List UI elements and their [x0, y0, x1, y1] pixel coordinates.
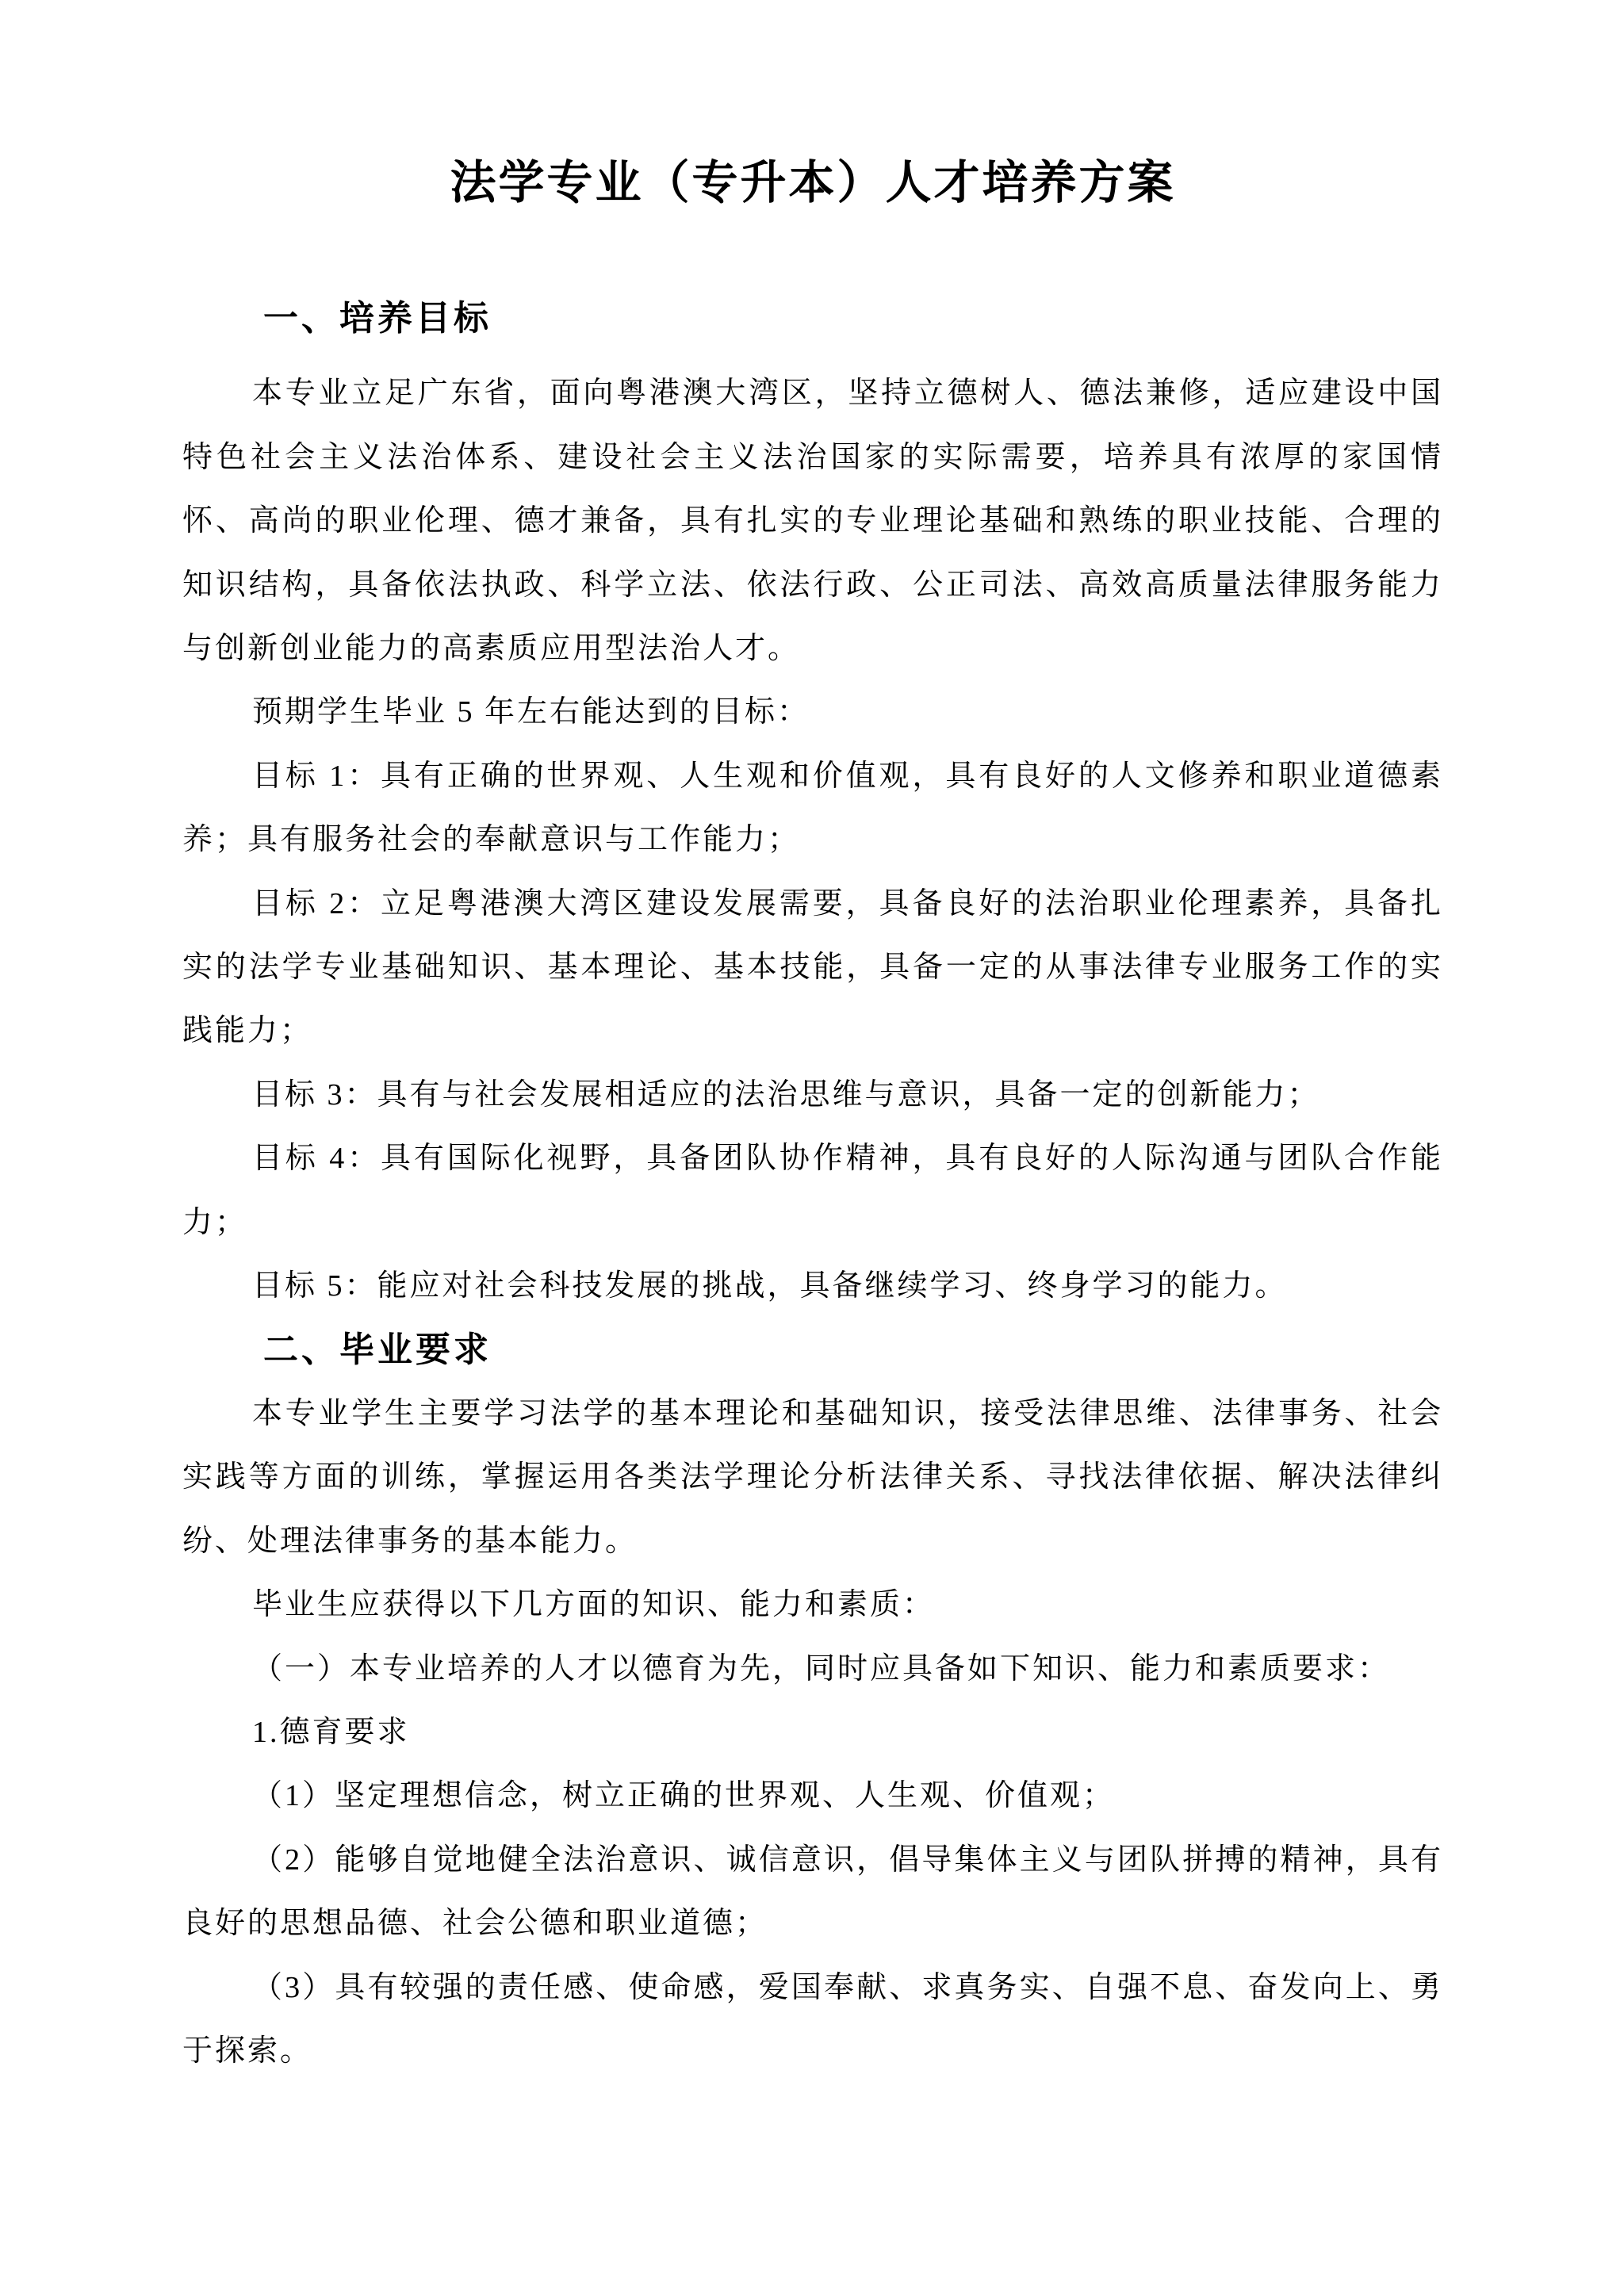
paragraph: 目标 3：具有与社会发展相适应的法治思维与意识，具备一定的创新能力； [252, 1077, 1320, 1112]
paragraph: 目标 4：具有国际化视野，具备团队协作精神，具有良好的人际沟通与团队合作能力； [182, 1142, 1443, 1239]
paragraph: 目标 2：立足粤港澳大湾区建设发展需要，具备良好的法治职业伦理素养，具备扎实的法学专业基础知识、基本理论、基本技能，具备一定的从事法律专业服务工作的实践能力； [182, 886, 1443, 1048]
paragraph: 1.德育要求 [252, 1715, 410, 1749]
paragraph: 目标 5：能应对社会科技发展的挑战，具备继续学习、终身学习的能力。 [252, 1269, 1288, 1303]
paragraph: 本专业立足广东省，面向粤港澳大湾区，坚持立德树人、德法兼修，适应建设中国特色社会主义法治体系、建设社会主义法治国家的实际需要，培养具有浓厚的家国情怀、高尚的职业伦理、德才兼备，具有扎实的专业理论基础和熟练的职业技能、合理的知识结构，具备依法执政、科学立法、依法行政、公正司法、高效高质量法律服务能力与创新创业能力的高素质应用型法治人才。 [182, 377, 1443, 666]
paragraph: （1）坚定理想信念，树立正确的世界观、人生观、价值观； [252, 1779, 1116, 1813]
paragraph: 本专业学生主要学习法学的基本理论和基础知识，接受法律思维、法律事务、社会实践等方面的训练，掌握运用各类法学理论分析法律关系、寻找法律依据、解决法律纠纷、处理法律事务的基本能力。 [182, 1396, 1443, 1558]
paragraph: 目标 1：具有正确的世界观、人生观和价值观，具有良好的人文修养和职业道德素养；具有服务社会的奉献意识与工作能力； [182, 759, 1443, 857]
section-training-goals [182, 287, 1443, 1318]
paragraph: 预期学生毕业 5 年左右能达到的目标： [252, 695, 810, 729]
section-2-heading: 二、毕业要求 [263, 1330, 492, 1369]
document-title: 法学专业（专升本）人才培养方案 [450, 157, 1176, 209]
paragraph: （2）能够自觉地健全法治意识、诚信意识，倡导集体主义与团队拼搏的精神，具有良好的思想品德、社会公德和职业道德； [182, 1843, 1443, 1941]
section-graduation-requirements [182, 1318, 1443, 2084]
paragraph: （一）本专业培养的人才以德育为先，同时应具备如下知识、能力和素质要求： [252, 1651, 1391, 1686]
section-1-heading: 一、培养目标 [263, 299, 492, 338]
paragraph: （3）具有较强的责任感、使命感，爱国奉献、求真务实、自强不息、奋发向上、勇于探索。 [182, 1970, 1443, 2068]
paragraph: 毕业生应获得以下几方面的知识、能力和素质： [252, 1588, 936, 1622]
